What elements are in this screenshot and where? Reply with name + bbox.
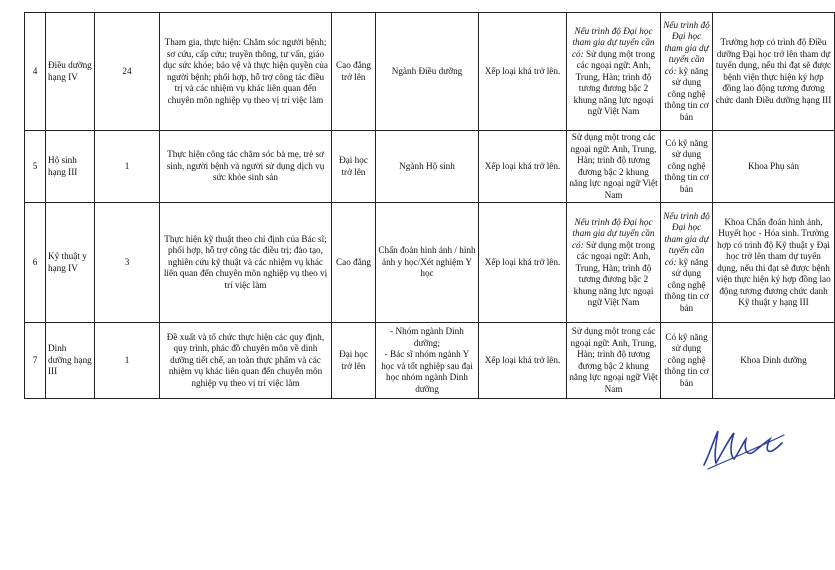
it-detail: kỹ năng sử dụng công nghệ thông tin cơ bản	[664, 256, 709, 313]
language-requirement: Sử dụng một trong các ngoại ngữ: Anh, Trung, Hàn; trình độ tương đương bậc 2 khung năng lực ngoại ngữ Việt Nam	[567, 323, 661, 399]
it-requirement: Có kỹ năng sử dụng công nghệ thông tin cơ bản	[661, 131, 713, 203]
quantity: 24	[95, 13, 160, 131]
education-level: Đại học trở lên	[332, 131, 376, 203]
major	[376, 323, 479, 399]
it-requirement	[661, 13, 713, 131]
row-number: 4	[25, 13, 46, 131]
it-requirement: Có kỹ năng sử dụng công nghệ thông tin cơ bản	[661, 323, 713, 399]
grade-requirement: Xếp loại khá trở lên.	[479, 203, 567, 323]
major-line-1: - Nhóm ngành Dinh dưỡng;	[390, 326, 464, 348]
language-requirement: Sử dụng một trong các ngoại ngữ: Anh, Trung, Hàn; trình độ tương đương bậc 2 khung năng lực ngoại ngữ Việt Nam	[567, 131, 661, 203]
recruitment-table	[24, 12, 835, 399]
major: Ngành Hộ sinh	[376, 131, 479, 203]
position-title: Kỹ thuật y hạng IV	[46, 203, 95, 323]
language-detail: Sử dụng một trong các ngoại ngữ: Anh, Trung, Hàn; trình độ tương đương bậc 2 khung năng lực ngoại ngữ Việt Nam	[573, 48, 656, 116]
major: Ngành Điều dưỡng	[376, 13, 479, 131]
education-level: Cao đẳng	[332, 203, 376, 323]
language-condition: Nếu trình độ Đại học tham gia dự tuyển cần có:	[571, 25, 655, 59]
note: Khoa Phụ sản	[713, 131, 835, 203]
row-number: 6	[25, 203, 46, 323]
grade-requirement: Xếp loại khá trở lên.	[479, 13, 567, 131]
quantity: 1	[95, 131, 160, 203]
table-row	[25, 203, 835, 323]
position-title: Hộ sinh hạng III	[46, 131, 95, 203]
it-detail: kỹ năng sử dụng công nghệ thông tin cơ bản	[664, 65, 709, 122]
quantity: 3	[95, 203, 160, 323]
note: Khoa Chẩn đoán hình ảnh, Huyết học - Hóa sinh. Trường hợp có trình độ Kỹ thuật y Đại học trở lên tham dự tuyển dụng, nếu thi đạt sẽ được bệnh viện thực hiện ký hợp đồng lao động tương đương chức danh Kỹ thuật y hạng III	[713, 203, 835, 323]
quantity: 1	[95, 323, 160, 399]
row-number: 7	[25, 323, 46, 399]
grade-requirement: Xếp loại khá trở lên.	[479, 131, 567, 203]
row-number: 5	[25, 131, 46, 203]
table-row	[25, 323, 835, 399]
language-requirement	[567, 13, 661, 131]
grade-requirement: Xếp loại khá trở lên.	[479, 323, 567, 399]
it-condition: Nếu trình độ Đại học tham gia dự tuyển cần có:	[663, 19, 710, 76]
language-condition: Nếu trình độ Đại học tham gia dự tuyển cần có:	[571, 216, 655, 250]
it-requirement	[661, 203, 713, 323]
job-description: Tham gia, thực hiện: Chăm sóc người bệnh; sơ cứu, cấp cứu; truyền thông, tư vấn, giáo dục sức khỏe; bảo vệ và thực hiện quyền của người bệnh; phối hợp, hỗ trợ công tác điều trị và các nhiệm vụ khác liên quan đến chuyên môn nghiệp vụ theo vị trí việc làm	[160, 13, 332, 131]
language-detail: Sử dụng một trong các ngoại ngữ: Anh, Trung, Hàn; trình độ tương đương bậc 2 khung năng lực ngoại ngữ Việt Nam	[573, 239, 656, 307]
job-description: Thực hiện công tác chăm sóc bà mẹ, trẻ sơ sinh, người bệnh và người sử dụng dịch vụ sức khỏe sinh sản	[160, 131, 332, 203]
education-level: Đại học trở lên	[332, 323, 376, 399]
note: Khoa Dinh dưỡng	[713, 323, 835, 399]
signature	[700, 425, 786, 471]
major-line-2: - Bác sĩ nhóm ngành Y học và tốt nghiệp sau đại học nhóm ngành Dinh dưỡng	[381, 349, 473, 394]
education-level: Cao đẳng trở lên	[332, 13, 376, 131]
job-description: Thực hiện kỹ thuật theo chỉ định của Bác sĩ; phối hợp, hỗ trợ công tác điều trị; đào tạo, nghiên cứu kỹ thuật và các nhiệm vụ khác liên quan đến chuyên môn nghiệp vụ theo vị trí việc làm	[160, 203, 332, 323]
job-description: Đề xuất và tổ chức thực hiện các quy định, quy trình, phác đồ chuyên môn về dinh dưỡng tiết chế, an toàn thực phẩm và các nhiệm vụ khác liên quan đến chuyên môn nghiệp vụ theo vị trí việc làm	[160, 323, 332, 399]
position-title: Dinh dưỡng hạng III	[46, 323, 95, 399]
major: Chẩn đoán hình ảnh / hình ảnh y học/Xét nghiệm Y học	[376, 203, 479, 323]
position-title: Điều dưỡng hạng IV	[46, 13, 95, 131]
it-condition: Nếu trình độ Đại học tham gia dự tuyển cần có:	[663, 210, 710, 267]
table-row	[25, 131, 835, 203]
table-row	[25, 13, 835, 131]
language-requirement	[567, 203, 661, 323]
note: Trường hợp có trình độ Điều dưỡng Đại học trở lên tham dự tuyển dụng, nếu thi đạt sẽ được bệnh viện thực hiện ký hợp đồng lao động tương đương chức danh Điều dưỡng hạng III	[713, 13, 835, 131]
